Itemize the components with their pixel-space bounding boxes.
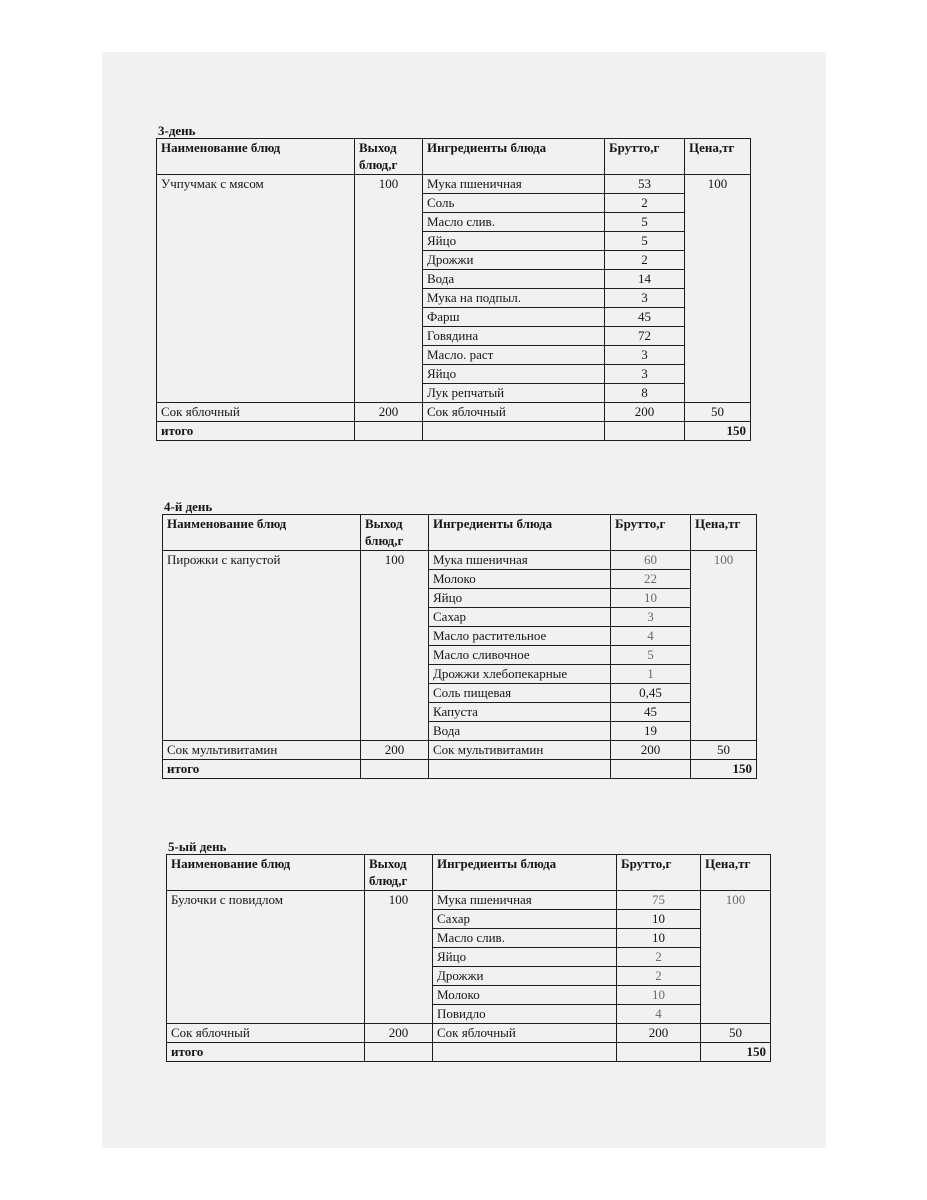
total-row	[167, 1043, 771, 1062]
ingredient-brutto: 45	[605, 308, 685, 327]
ingredient-name: Яйцо	[423, 365, 605, 384]
juice-ingredient: Сок яблочный	[423, 403, 605, 422]
juice-yield: 200	[355, 403, 423, 422]
ingredient-brutto: 3	[605, 289, 685, 308]
ingredient-brutto: 2	[617, 948, 701, 967]
ingredient-name: Вода	[423, 270, 605, 289]
dish-price: 100	[685, 175, 751, 403]
header-price: Цена,тг	[691, 515, 757, 551]
ingredient-name: Сахар	[433, 910, 617, 929]
ingredient-brutto: 5	[611, 646, 691, 665]
ingredient-name: Соль пищевая	[429, 684, 611, 703]
ingredient-name: Молоко	[433, 986, 617, 1005]
ingredient-brutto: 19	[611, 722, 691, 741]
ingredient-name: Дрожжи	[423, 251, 605, 270]
ingredient-brutto: 3	[605, 346, 685, 365]
ingredient-brutto: 2	[605, 194, 685, 213]
ingredient-name: Мука пшеничная	[429, 551, 611, 570]
ingredient-brutto: 3	[605, 365, 685, 384]
ingredient-brutto: 0,45	[611, 684, 691, 703]
total-price: 150	[685, 422, 751, 441]
juice-price: 50	[685, 403, 751, 422]
ingredient-row	[163, 551, 757, 570]
ingredient-name: Дрожжи хлебопекарные	[429, 665, 611, 684]
ingredient-name: Масло растительное	[429, 627, 611, 646]
header-row	[167, 855, 771, 891]
total-row	[163, 760, 757, 779]
ingredient-brutto: 10	[617, 910, 701, 929]
ingredient-brutto: 4	[617, 1005, 701, 1024]
dish-yield: 100	[355, 175, 423, 403]
ingredient-brutto: 1	[611, 665, 691, 684]
day-section	[162, 500, 757, 779]
ingredient-brutto: 60	[611, 551, 691, 570]
header-brutto: Брутто,г	[611, 515, 691, 551]
juice-row	[167, 1024, 771, 1043]
ingredient-brutto: 10	[617, 929, 701, 948]
header-dish: Наименование блюд	[167, 855, 365, 891]
dish-yield: 100	[365, 891, 433, 1024]
ingredient-brutto: 2	[605, 251, 685, 270]
total-label: итого	[167, 1043, 365, 1062]
ingredient-brutto: 53	[605, 175, 685, 194]
ingredient-name: Яйцо	[429, 589, 611, 608]
ingredient-name: Дрожжи	[433, 967, 617, 986]
juice-ingredient: Сок яблочный	[433, 1024, 617, 1043]
ingredient-name: Лук репчатый	[423, 384, 605, 403]
juice-row	[157, 403, 751, 422]
dish-yield: 100	[361, 551, 429, 741]
ingredient-brutto: 8	[605, 384, 685, 403]
total-row	[157, 422, 751, 441]
juice-yield: 200	[365, 1024, 433, 1043]
ingredient-name: Масло сливочное	[429, 646, 611, 665]
ingredient-brutto: 2	[617, 967, 701, 986]
header-dish: Наименование блюд	[157, 139, 355, 175]
juice-yield: 200	[361, 741, 429, 760]
ingredient-name: Мука на подпыл.	[423, 289, 605, 308]
ingredient-brutto: 22	[611, 570, 691, 589]
juice-dish: Сок яблочный	[157, 403, 355, 422]
total-price: 150	[701, 1043, 771, 1062]
juice-brutto: 200	[617, 1024, 701, 1043]
header-yield: Выход блюд,г	[361, 515, 429, 551]
dish-name: Пирожки с капустой	[163, 551, 361, 741]
ingredient-name: Мука пшеничная	[423, 175, 605, 194]
dish-price: 100	[691, 551, 757, 741]
day-section	[156, 124, 751, 441]
menu-table	[162, 514, 757, 779]
header-yield: Выход блюд,г	[355, 139, 423, 175]
ingredient-name: Мука пшеничная	[433, 891, 617, 910]
day-section	[166, 840, 771, 1062]
ingredient-name: Повидло	[433, 1005, 617, 1024]
header-brutto: Брутто,г	[605, 139, 685, 175]
ingredient-name: Масло слив.	[423, 213, 605, 232]
juice-brutto: 200	[611, 741, 691, 760]
header-ingredients: Ингредиенты блюда	[423, 139, 605, 175]
total-label: итого	[157, 422, 355, 441]
ingredient-name: Масло слив.	[433, 929, 617, 948]
ingredient-name: Капуста	[429, 703, 611, 722]
menu-table	[156, 138, 751, 441]
header-row	[163, 515, 757, 551]
header-ingredients: Ингредиенты блюда	[433, 855, 617, 891]
header-price: Цена,тг	[685, 139, 751, 175]
total-label: итого	[163, 760, 361, 779]
ingredient-name: Яйцо	[423, 232, 605, 251]
juice-price: 50	[701, 1024, 771, 1043]
day-title: 3-день	[158, 123, 196, 138]
juice-row	[163, 741, 757, 760]
ingredient-name: Говядина	[423, 327, 605, 346]
dish-price: 100	[701, 891, 771, 1024]
ingredient-brutto: 14	[605, 270, 685, 289]
header-row	[157, 139, 751, 175]
dish-name: Учпучмак с мясом	[157, 175, 355, 403]
ingredient-brutto: 10	[611, 589, 691, 608]
ingredient-brutto: 5	[605, 213, 685, 232]
juice-dish: Сок мультивитамин	[163, 741, 361, 760]
header-ingredients: Ингредиенты блюда	[429, 515, 611, 551]
ingredient-name: Соль	[423, 194, 605, 213]
total-price: 150	[691, 760, 757, 779]
day-title: 4-й день	[164, 499, 213, 514]
ingredient-name: Фарш	[423, 308, 605, 327]
juice-ingredient: Сок мультивитамин	[429, 741, 611, 760]
ingredient-name: Масло. раст	[423, 346, 605, 365]
day-title: 5-ый день	[168, 839, 227, 854]
header-yield: Выход блюд,г	[365, 855, 433, 891]
juice-dish: Сок яблочный	[167, 1024, 365, 1043]
ingredient-brutto: 10	[617, 986, 701, 1005]
juice-price: 50	[691, 741, 757, 760]
ingredient-brutto: 72	[605, 327, 685, 346]
menu-table	[166, 854, 771, 1062]
ingredient-name: Сахар	[429, 608, 611, 627]
ingredient-brutto: 45	[611, 703, 691, 722]
ingredient-name: Молоко	[429, 570, 611, 589]
ingredient-row	[157, 175, 751, 194]
ingredient-name: Яйцо	[433, 948, 617, 967]
ingredient-brutto: 3	[611, 608, 691, 627]
juice-brutto: 200	[605, 403, 685, 422]
header-brutto: Брутто,г	[617, 855, 701, 891]
ingredient-name: Вода	[429, 722, 611, 741]
ingredient-brutto: 4	[611, 627, 691, 646]
ingredient-brutto: 75	[617, 891, 701, 910]
header-dish: Наименование блюд	[163, 515, 361, 551]
header-price: Цена,тг	[701, 855, 771, 891]
ingredient-brutto: 5	[605, 232, 685, 251]
ingredient-row	[167, 891, 771, 910]
dish-name: Булочки с повидлом	[167, 891, 365, 1024]
